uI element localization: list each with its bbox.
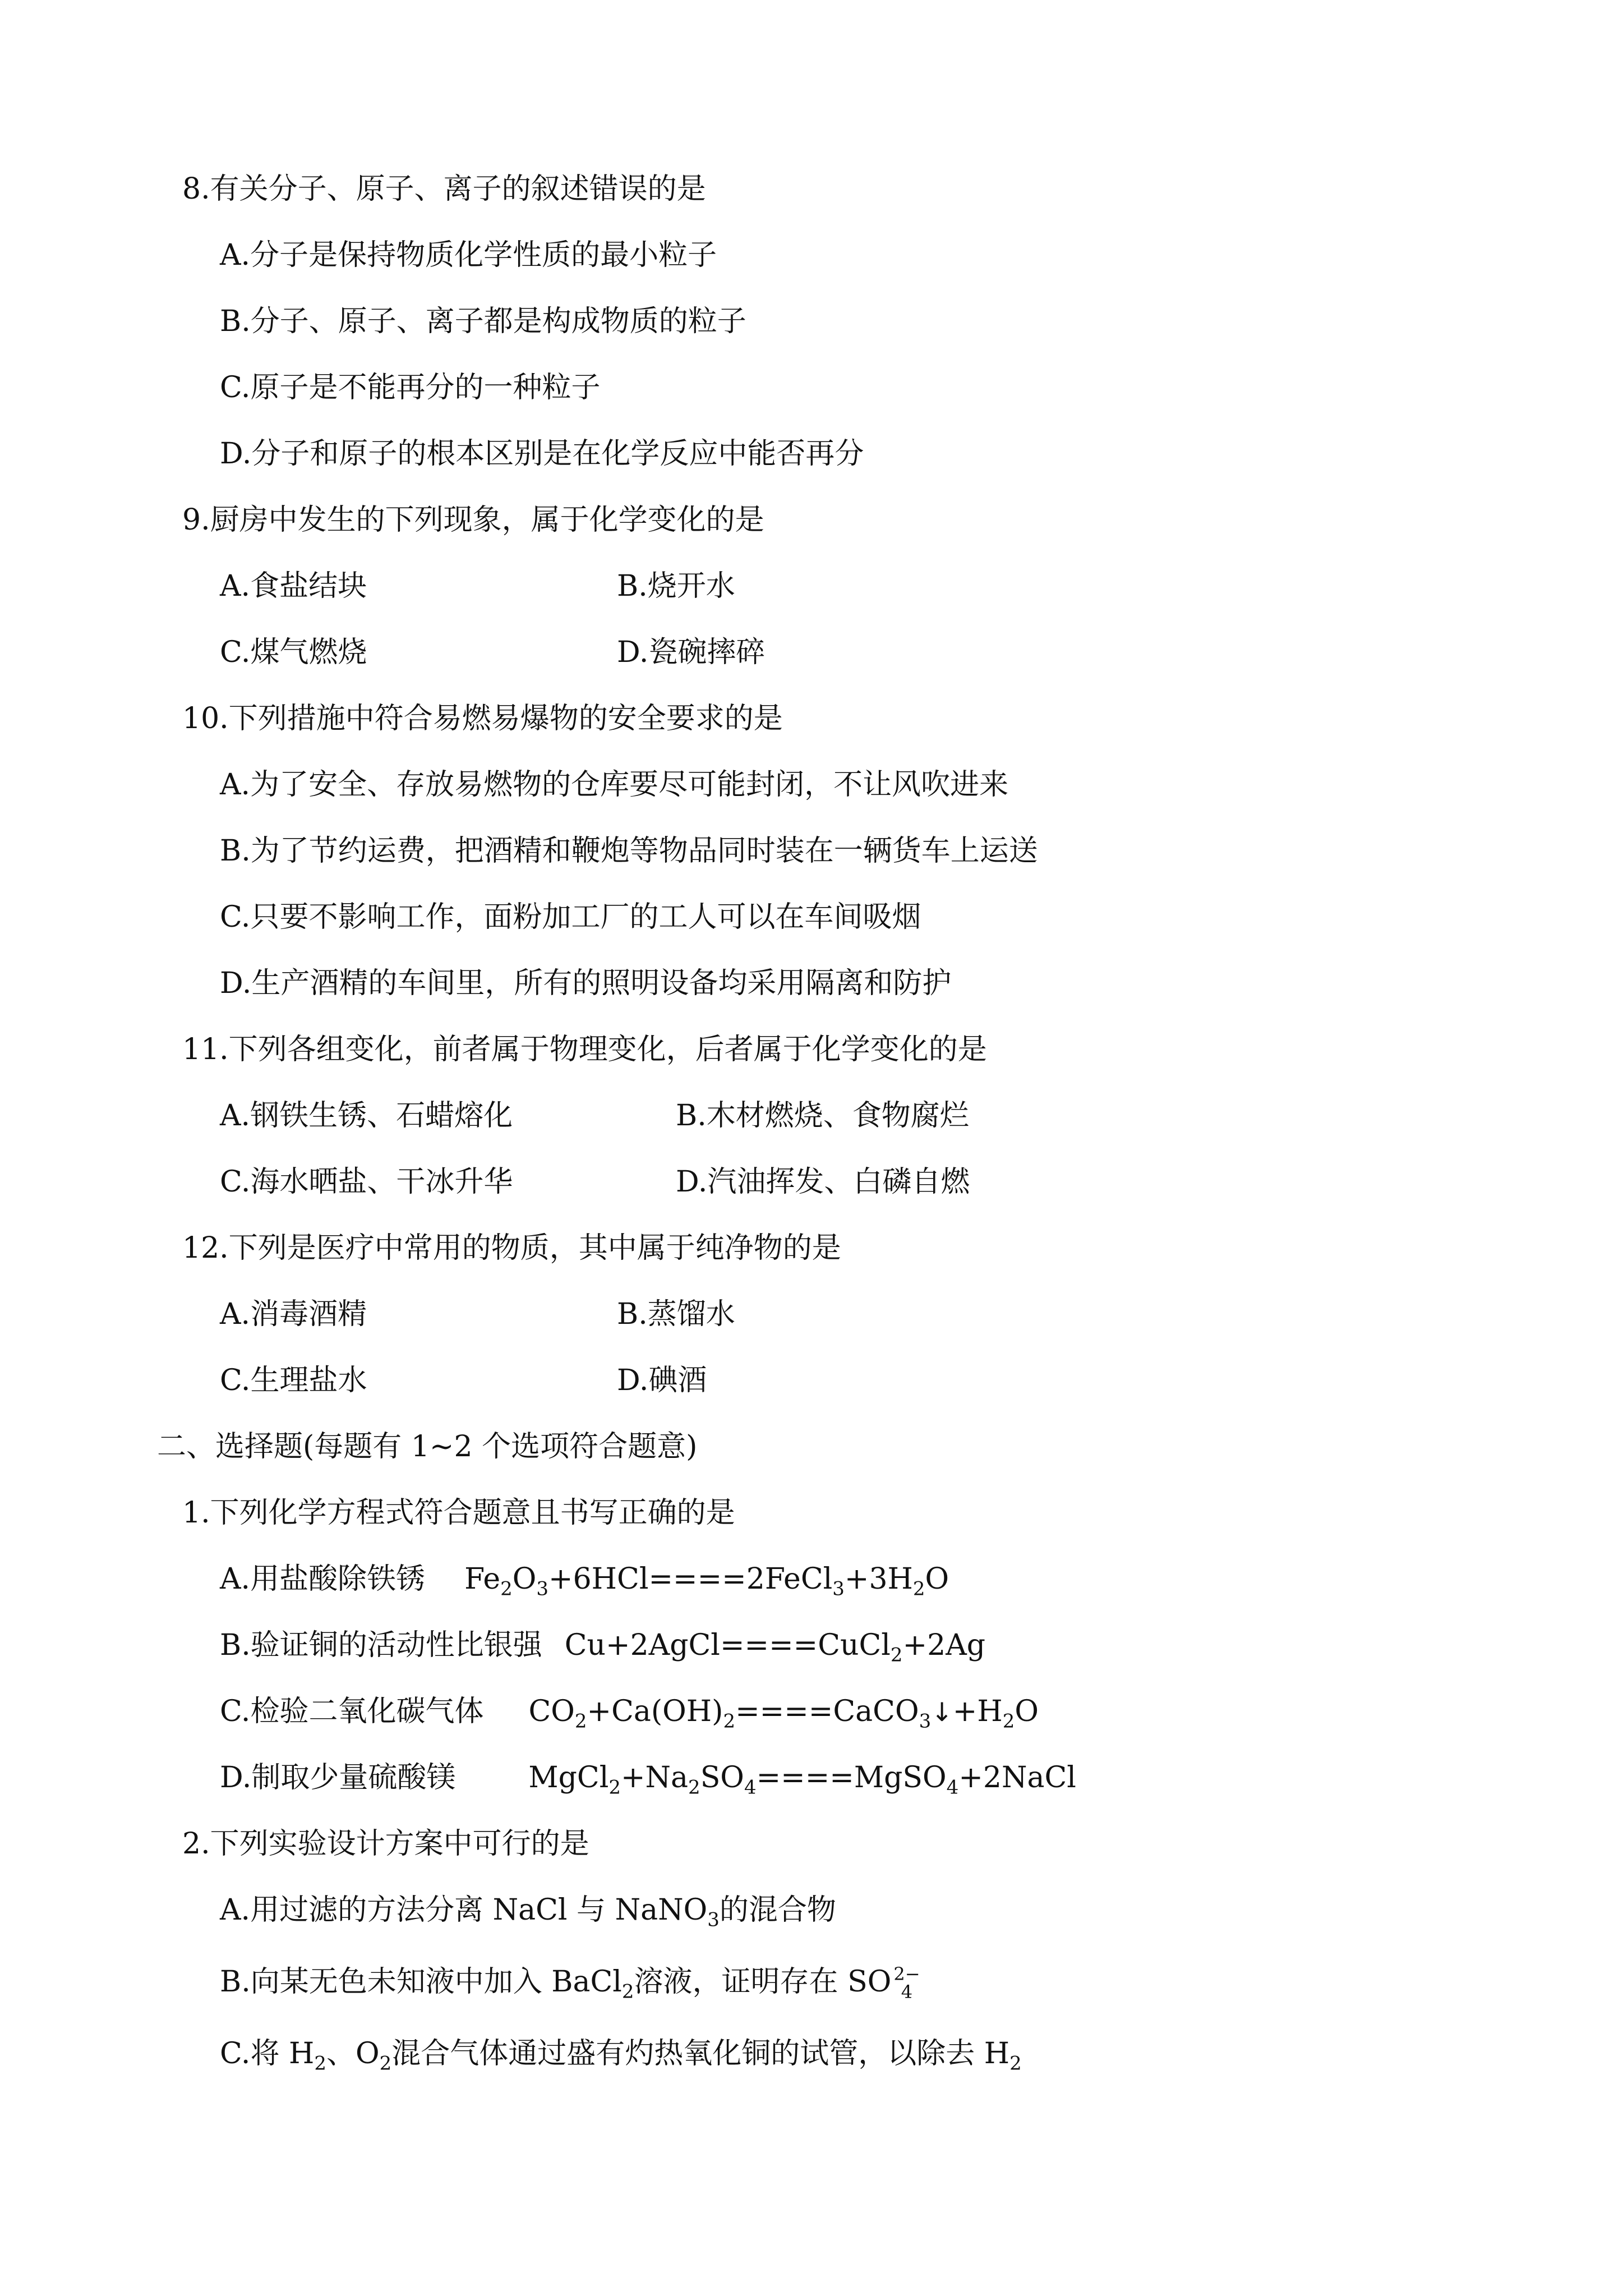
s2q1-option-d-equation: $MgCl_2+Na_2SO_4====MgSO_4+2NaCl$ xyxy=(528,1761,1076,1799)
q8-option-b: B.分子、原子、离子都是构成物质的粒子 xyxy=(220,305,746,338)
s2q2-option-b: B.向某无色未知液中加入 BaCl$_2$溶液，证明存在 SO 2− 4 xyxy=(220,1963,920,2003)
s2q1-option-c xyxy=(220,1694,1039,1733)
s2q2-option-b-mid: 溶液，证明存在 SO xyxy=(634,1965,892,1999)
q10-stem: 10.下列措施中符合易燃易爆物的安全要求的是 xyxy=(182,702,783,735)
s2q2-option-a-text: A.用过滤的方法分离 NaCl 与 NaNO xyxy=(220,1893,708,1927)
q11-option-b: B.木材燃烧、食物腐烂 xyxy=(676,1099,969,1133)
q8-option-c: C.原子是不能再分的一种粒子 xyxy=(220,371,601,404)
sulfate-ion-charge: 2− 4 xyxy=(893,1963,920,2003)
q11-stem: 11.下列各组变化，前者属于物理变化，后者属于化学变化的是 xyxy=(182,1033,987,1066)
q12-option-b: B.蒸馏水 xyxy=(617,1297,735,1331)
q8-stem: 8.有关分子、原子、离子的叙述错误的是 xyxy=(182,172,706,206)
q12-option-d: D.碘酒 xyxy=(617,1364,707,1397)
s2q1-option-b-equation: Cu+2AgCl====CuCl$_2$+2Ag xyxy=(564,1628,986,1667)
q10-option-b: B.为了节约运费，把酒精和鞭炮等物品同时装在一辆货车上运送 xyxy=(220,834,1038,868)
q9-stem: 9.厨房中发生的下列现象，属于化学变化的是 xyxy=(182,503,764,537)
q10-option-d: D.生产酒精的车间里，所有的照明设备均采用隔离和防护 xyxy=(220,967,952,1000)
q11-option-c: C.海水晒盐、干冰升华 xyxy=(220,1165,513,1199)
s2q1-option-d-text: D.制取少量硫酸镁 xyxy=(220,1761,456,1795)
q12-option-a: A.消毒酒精 xyxy=(220,1297,367,1331)
s2q2-option-b-text: B.向某无色未知液中加入 BaCl xyxy=(220,1965,622,1999)
q10-option-a: A.为了安全、存放易燃物的仓库要尽可能封闭，不让风吹进来 xyxy=(220,768,1009,802)
q12-stem: 12.下列是医疗中常用的物质，其中属于纯净物的是 xyxy=(182,1231,841,1265)
s2q1-option-a-text: A.用盐酸除铁锈 xyxy=(220,1562,426,1596)
q11-option-a: A.钢铁生锈、石蜡熔化 xyxy=(220,1099,513,1133)
q8-option-d: D.分子和原子的根本区别是在化学反应中能否再分 xyxy=(220,437,864,471)
s2q1-option-b xyxy=(220,1627,986,1667)
s2q2-option-c-mid2: 混合气体通过盛有灼热氧化铜的试管，以除去 H xyxy=(391,2037,1010,2070)
section-2-heading: 二、选择题(每题有 1~2 个选项符合题意) xyxy=(157,1430,698,1464)
s2q1-option-c-text: C.检验二氧化碳气体 xyxy=(220,1695,484,1728)
q9-option-c: C.煤气燃烧 xyxy=(220,636,367,669)
s2q2-option-c: C.将 $H_2$、$O_2$混合气体通过盛有灼热氧化铜的试管，以除去 $H_2$ xyxy=(220,2037,1022,2075)
q10-option-c: C.只要不影响工作，面粉加工厂的工人可以在车间吸烟 xyxy=(220,900,921,934)
s2q1-option-a-equation: $Fe_2O_3+6HCl====2FeCl_3+3H_2O$ xyxy=(464,1562,949,1600)
s2q2-option-c-text: C.将 H xyxy=(220,2037,315,2070)
q8-option-a: A.分子是保持物质化学性质的最小粒子 xyxy=(220,238,717,272)
q12-option-c: C.生理盐水 xyxy=(220,1364,367,1397)
s2q2-stem: 2.下列实验设计方案中可行的是 xyxy=(182,1827,589,1861)
s2q2-option-a: A.用过滤的方法分离 NaCl 与 NaNO$_3$的混合物 xyxy=(220,1893,836,1931)
s2q1-option-b-text: B.验证铜的活动性比银强 xyxy=(220,1628,542,1662)
s2q2-option-a-tail: 的混合物 xyxy=(719,1893,836,1927)
s2q1-option-a xyxy=(220,1561,949,1600)
s2q1-option-d xyxy=(220,1760,1076,1799)
s2q1-option-c-equation: $CO_2+Ca(OH)_2====CaCO_3↓+H_2O$ xyxy=(528,1695,1039,1733)
q9-option-b: B.烧开水 xyxy=(617,569,735,603)
q9-option-d: D.瓷碗摔碎 xyxy=(617,636,766,669)
q9-option-a: A.食盐结块 xyxy=(220,569,367,603)
s2q1-stem: 1.下列化学方程式符合题意且书写正确的是 xyxy=(182,1496,735,1530)
s2q2-option-c-mid1: 、O xyxy=(326,2037,380,2070)
q11-option-d: D.汽油挥发、白磷自燃 xyxy=(676,1165,970,1199)
